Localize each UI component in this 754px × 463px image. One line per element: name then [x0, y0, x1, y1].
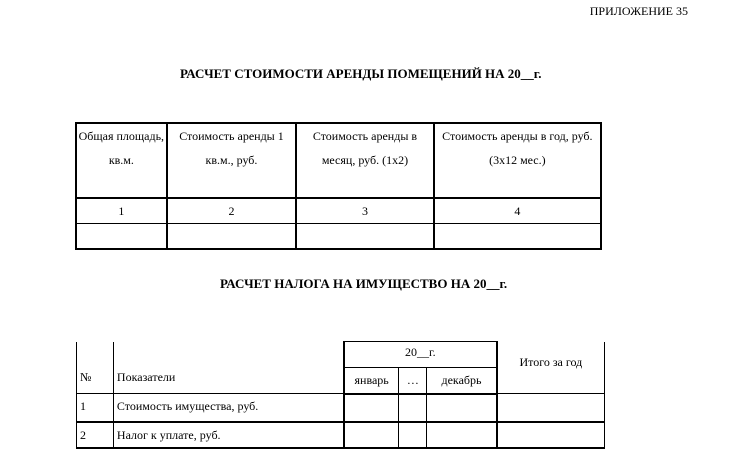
rent-cell [76, 224, 167, 250]
rent-col-number: 1 [76, 198, 167, 224]
rent-table-title: РАСЧЕТ СТОИМОСТИ АРЕНДЫ ПОМЕЩЕНИЙ НА 20__г. [180, 66, 542, 81]
rent-header-rate: Стоимость аренды 1 кв.м., руб. [167, 123, 297, 198]
tax-table [76, 341, 605, 449]
tax-table-title: РАСЧЕТ НАЛОГА НА ИМУЩЕСТВО НА 20__г. [220, 276, 508, 291]
rent-header-row [76, 123, 601, 198]
tax-header-row-1 [77, 342, 605, 368]
rent-col-number: 3 [296, 198, 433, 224]
tax-row [77, 394, 605, 422]
tax-cell [497, 422, 605, 448]
tax-row-label: Налог к уплате, руб. [113, 422, 343, 448]
tax-cell [344, 394, 399, 422]
tax-header-indicators: Показатели [113, 342, 343, 394]
rent-cell [296, 224, 433, 250]
rent-col-number: 4 [434, 198, 601, 224]
rent-number-row [76, 198, 601, 224]
rent-cell [434, 224, 601, 250]
tax-header-year: 20__г. [344, 342, 497, 368]
rent-table [75, 122, 602, 250]
tax-cell [427, 422, 497, 448]
tax-cell [399, 394, 427, 422]
rent-header-area: Общая площадь, кв.м. [76, 123, 167, 198]
tax-header-no: № [77, 342, 114, 394]
tax-cell [497, 394, 605, 422]
tax-month-dec: декабрь [427, 368, 497, 394]
tax-cell [344, 422, 399, 448]
appendix-label: ПРИЛОЖЕНИЕ 35 [589, 4, 688, 18]
tax-header-total: Итого за год [497, 342, 605, 394]
tax-row-label: Стоимость имущества, руб. [113, 394, 343, 422]
rent-header-month: Стоимость аренды в месяц, руб. (1х2) [296, 123, 433, 198]
rent-data-row [76, 224, 601, 250]
rent-col-number: 2 [167, 198, 297, 224]
rent-header-year: Стоимость аренды в год, руб. (3х12 мес.) [434, 123, 601, 198]
tax-row [77, 422, 605, 448]
tax-row-no: 2 [77, 422, 114, 448]
tax-month-ellipsis: … [399, 368, 427, 394]
tax-row-no: 1 [77, 394, 114, 422]
tax-month-jan: январь [344, 368, 399, 394]
tax-cell [427, 394, 497, 422]
tax-cell [399, 422, 427, 448]
rent-cell [167, 224, 297, 250]
